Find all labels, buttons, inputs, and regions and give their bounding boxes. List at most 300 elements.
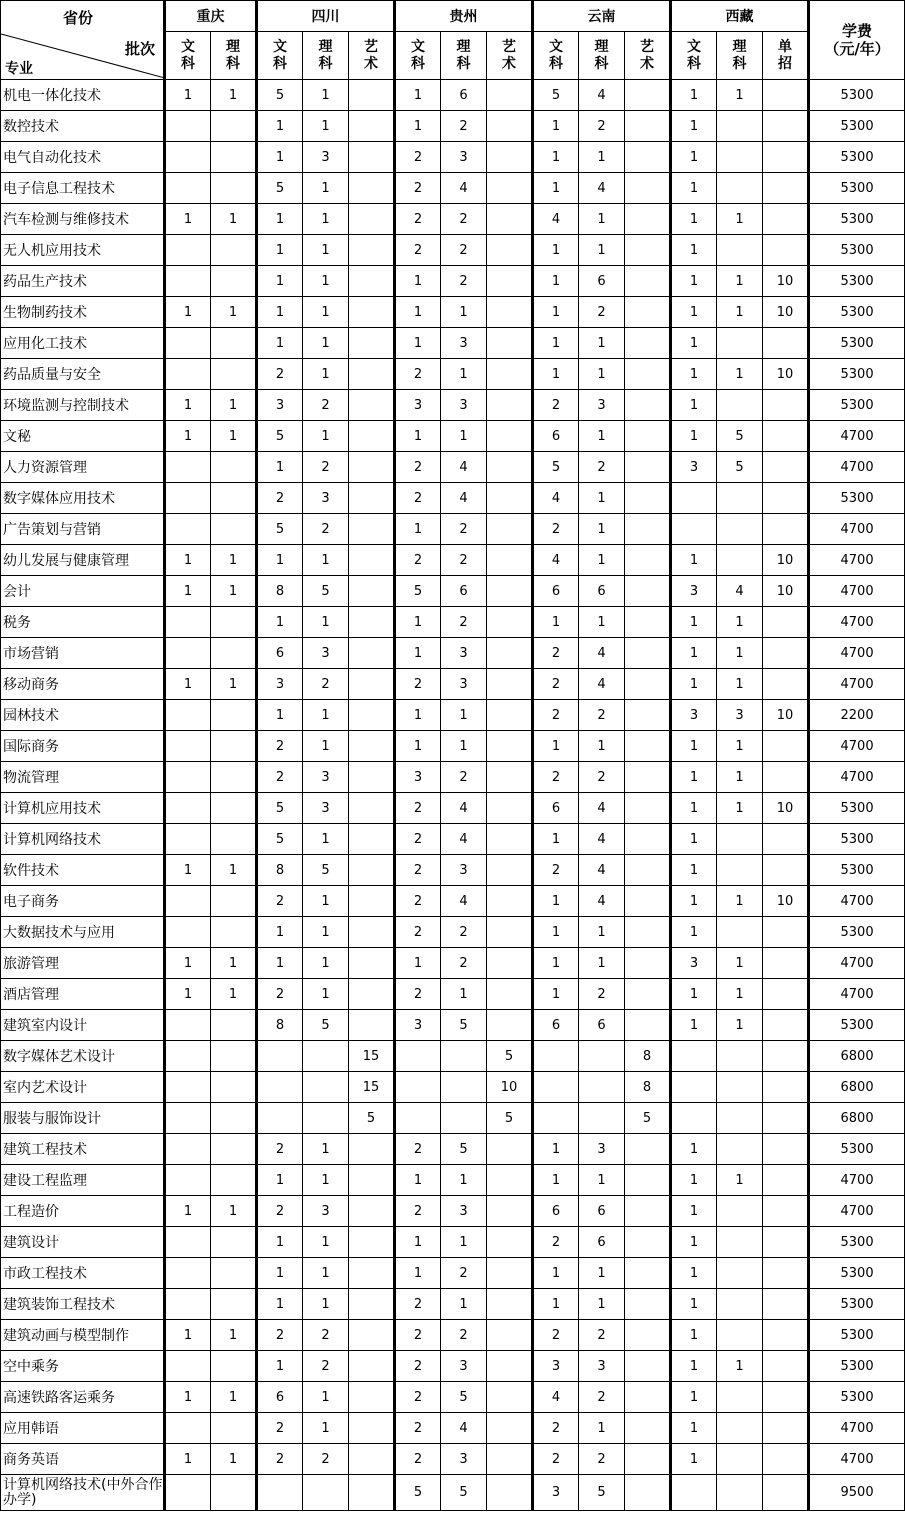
quota-cell: 1	[717, 731, 763, 762]
quota-cell: 1	[211, 979, 257, 1010]
quota-cell	[165, 1475, 211, 1511]
quota-cell: 2	[579, 979, 625, 1010]
quota-cell: 1	[395, 421, 441, 452]
quota-cell: 6	[533, 421, 579, 452]
quota-cell: 3	[257, 669, 303, 700]
quota-cell: 1	[395, 607, 441, 638]
quota-cell	[717, 1258, 763, 1289]
major-name-cell: 移动商务	[1, 669, 165, 700]
quota-cell: 1	[579, 948, 625, 979]
quota-cell: 2	[257, 979, 303, 1010]
quota-cell	[625, 1196, 671, 1227]
quota-cell: 5	[487, 1103, 533, 1134]
quota-cell	[671, 1041, 717, 1072]
quota-cell: 1	[717, 607, 763, 638]
quota-cell: 4	[441, 793, 487, 824]
quota-cell: 1	[395, 638, 441, 669]
quota-cell	[487, 173, 533, 204]
quota-cell	[717, 514, 763, 545]
quota-cell	[349, 1258, 395, 1289]
quota-cell: 1	[717, 793, 763, 824]
quota-cell: 1	[257, 142, 303, 173]
quota-cell: 1	[303, 948, 349, 979]
table-row	[1, 979, 905, 1010]
quota-cell	[349, 1196, 395, 1227]
quota-cell	[763, 731, 809, 762]
quota-cell: 2	[533, 1227, 579, 1258]
quota-cell	[625, 762, 671, 793]
quota-cell: 10	[763, 886, 809, 917]
quota-cell: 6	[579, 1196, 625, 1227]
quota-cell: 1	[395, 1227, 441, 1258]
quota-cell	[763, 328, 809, 359]
quota-cell	[717, 1072, 763, 1103]
quota-cell: 2	[395, 452, 441, 483]
quota-cell: 1	[211, 1382, 257, 1413]
quota-cell	[349, 173, 395, 204]
major-name-cell: 人力资源管理	[1, 452, 165, 483]
quota-cell: 3	[441, 638, 487, 669]
quota-cell	[625, 1444, 671, 1475]
quota-cell: 5	[441, 1010, 487, 1041]
subject-header-4	[349, 32, 395, 80]
quota-cell	[487, 266, 533, 297]
quota-cell	[257, 1103, 303, 1134]
table-row	[1, 700, 905, 731]
quota-cell: 2	[257, 1413, 303, 1444]
quota-cell	[211, 1413, 257, 1444]
table-row	[1, 1010, 905, 1041]
quota-cell: 3	[671, 452, 717, 483]
quota-cell	[487, 1444, 533, 1475]
quota-cell	[349, 855, 395, 886]
quota-cell	[625, 390, 671, 421]
quota-cell: 2	[395, 1444, 441, 1475]
quota-cell: 2	[303, 390, 349, 421]
quota-cell: 1	[165, 545, 211, 576]
quota-cell: 1	[257, 1227, 303, 1258]
fee-cell: 5300	[809, 917, 905, 948]
quota-cell: 1	[671, 731, 717, 762]
quota-cell: 1	[717, 297, 763, 328]
quota-cell: 1	[303, 1382, 349, 1413]
quota-cell: 1	[533, 235, 579, 266]
quota-cell: 2	[257, 359, 303, 390]
quota-cell: 5	[257, 824, 303, 855]
quota-cell	[165, 1103, 211, 1134]
table-row	[1, 204, 905, 235]
table-row	[1, 452, 905, 483]
quota-cell: 1	[579, 917, 625, 948]
quota-cell	[763, 1227, 809, 1258]
major-name-cell: 建筑设计	[1, 1227, 165, 1258]
quota-cell: 2	[533, 390, 579, 421]
quota-cell: 2	[395, 855, 441, 886]
quota-cell: 2	[303, 1320, 349, 1351]
quota-cell: 1	[303, 824, 349, 855]
quota-cell	[211, 1134, 257, 1165]
quota-cell	[165, 514, 211, 545]
quota-cell: 1	[257, 1351, 303, 1382]
quota-cell: 1	[303, 731, 349, 762]
quota-cell: 1	[533, 886, 579, 917]
quota-cell	[211, 142, 257, 173]
quota-cell: 2	[579, 1444, 625, 1475]
table-row	[1, 173, 905, 204]
quota-cell	[763, 1072, 809, 1103]
fee-cell: 5300	[809, 793, 905, 824]
quota-cell: 6	[441, 80, 487, 111]
major-name-cell: 应用韩语	[1, 1413, 165, 1444]
quota-cell: 1	[579, 142, 625, 173]
quota-cell: 1	[395, 731, 441, 762]
quota-cell	[165, 793, 211, 824]
quota-cell: 3	[395, 1010, 441, 1041]
quota-cell: 2	[257, 1134, 303, 1165]
quota-cell: 3	[717, 700, 763, 731]
fee-cell: 2200	[809, 700, 905, 731]
quota-cell: 4	[579, 638, 625, 669]
quota-cell: 1	[717, 80, 763, 111]
quota-cell: 5	[487, 1041, 533, 1072]
quota-cell	[625, 514, 671, 545]
major-name-cell: 应用化工技术	[1, 328, 165, 359]
quota-cell	[349, 638, 395, 669]
quota-cell	[717, 1382, 763, 1413]
quota-cell	[625, 173, 671, 204]
table-row	[1, 111, 905, 142]
quota-cell: 2	[303, 452, 349, 483]
quota-cell: 1	[441, 359, 487, 390]
quota-cell: 1	[671, 1196, 717, 1227]
quota-cell: 2	[533, 514, 579, 545]
major-name-cell: 园林技术	[1, 700, 165, 731]
quota-cell: 6	[441, 576, 487, 607]
table-row	[1, 638, 905, 669]
quota-cell	[763, 1413, 809, 1444]
quota-cell	[487, 359, 533, 390]
quota-cell: 1	[533, 1258, 579, 1289]
quota-cell: 4	[579, 793, 625, 824]
quota-cell	[487, 514, 533, 545]
quota-cell: 3	[671, 948, 717, 979]
quota-cell	[349, 917, 395, 948]
quota-cell	[763, 979, 809, 1010]
quota-cell	[211, 1010, 257, 1041]
fee-cell: 9500	[809, 1475, 905, 1511]
quota-cell: 1	[717, 886, 763, 917]
quota-cell: 1	[441, 1165, 487, 1196]
subject-header-label: 文科	[411, 38, 426, 72]
quota-cell: 6	[533, 1196, 579, 1227]
quota-cell: 2	[395, 1134, 441, 1165]
quota-cell: 2	[257, 762, 303, 793]
quota-cell: 2	[257, 1196, 303, 1227]
table-row	[1, 1134, 905, 1165]
quota-cell	[487, 855, 533, 886]
quota-cell: 1	[671, 80, 717, 111]
quota-cell	[349, 1475, 395, 1511]
quota-cell	[763, 1134, 809, 1165]
quota-cell	[165, 1134, 211, 1165]
quota-cell: 1	[671, 1320, 717, 1351]
quota-cell: 1	[165, 855, 211, 886]
province-header-yunnan: 云南	[533, 1, 671, 32]
quota-cell: 1	[671, 1444, 717, 1475]
major-label: 专业	[5, 61, 33, 77]
quota-cell: 3	[671, 576, 717, 607]
quota-cell: 1	[211, 204, 257, 235]
quota-cell	[165, 1258, 211, 1289]
quota-cell	[625, 1165, 671, 1196]
quota-cell: 2	[579, 762, 625, 793]
quota-cell: 1	[303, 80, 349, 111]
quota-cell: 3	[441, 669, 487, 700]
quota-cell: 3	[441, 1444, 487, 1475]
quota-cell: 5	[303, 855, 349, 886]
subject-header-label: 理科	[732, 38, 747, 72]
quota-cell: 1	[395, 328, 441, 359]
quota-cell: 1	[671, 1010, 717, 1041]
quota-cell: 1	[579, 731, 625, 762]
table-row	[1, 669, 905, 700]
quota-cell: 1	[395, 1165, 441, 1196]
quota-cell	[487, 328, 533, 359]
table-row	[1, 142, 905, 173]
quota-cell	[487, 1010, 533, 1041]
quota-cell: 1	[257, 1258, 303, 1289]
quota-cell	[763, 111, 809, 142]
quota-cell: 6	[257, 1382, 303, 1413]
quota-cell	[487, 979, 533, 1010]
subject-header-label: 理科	[594, 38, 609, 72]
quota-cell	[395, 1072, 441, 1103]
quota-cell	[763, 1351, 809, 1382]
quota-cell	[763, 1320, 809, 1351]
quota-cell: 1	[579, 483, 625, 514]
quota-cell: 1	[671, 638, 717, 669]
header-corner-cell	[1, 1, 165, 80]
quota-cell: 1	[303, 1134, 349, 1165]
quota-cell: 1	[303, 266, 349, 297]
quota-cell	[625, 638, 671, 669]
quota-cell: 1	[257, 266, 303, 297]
quota-cell: 1	[533, 607, 579, 638]
quota-cell	[211, 886, 257, 917]
quota-cell	[349, 1010, 395, 1041]
quota-cell: 1	[257, 607, 303, 638]
quota-cell: 3	[303, 793, 349, 824]
quota-cell: 1	[211, 855, 257, 886]
quota-cell	[487, 1134, 533, 1165]
quota-cell: 1	[257, 235, 303, 266]
quota-cell: 1	[717, 669, 763, 700]
quota-cell	[349, 762, 395, 793]
quota-cell	[671, 483, 717, 514]
quota-cell: 1	[211, 390, 257, 421]
quota-cell	[349, 669, 395, 700]
quota-cell: 2	[395, 979, 441, 1010]
quota-cell: 1	[671, 545, 717, 576]
quota-cell: 1	[303, 917, 349, 948]
quota-cell	[441, 1103, 487, 1134]
quota-cell: 2	[395, 483, 441, 514]
fee-cell: 5300	[809, 1134, 905, 1165]
quota-cell: 1	[671, 886, 717, 917]
quota-cell: 5	[533, 80, 579, 111]
province-header-xizang: 西藏	[671, 1, 809, 32]
quota-cell	[717, 1196, 763, 1227]
quota-cell: 1	[257, 545, 303, 576]
quota-cell: 1	[165, 576, 211, 607]
subject-header-1	[211, 32, 257, 80]
quota-cell	[625, 328, 671, 359]
quota-cell: 2	[395, 1351, 441, 1382]
quota-cell: 10	[763, 576, 809, 607]
quota-cell: 8	[257, 576, 303, 607]
quota-cell: 1	[165, 390, 211, 421]
quota-cell	[165, 731, 211, 762]
quota-cell: 1	[165, 1196, 211, 1227]
quota-cell	[763, 1289, 809, 1320]
quota-cell	[717, 1289, 763, 1320]
major-name-cell: 药品质量与安全	[1, 359, 165, 390]
quota-cell	[487, 638, 533, 669]
quota-cell	[165, 1072, 211, 1103]
quota-cell: 4	[579, 824, 625, 855]
quota-cell: 1	[165, 297, 211, 328]
quota-cell	[763, 1475, 809, 1511]
quota-cell: 2	[441, 266, 487, 297]
subject-header-label: 理科	[456, 38, 471, 72]
quota-cell	[625, 1289, 671, 1320]
table-row	[1, 545, 905, 576]
quota-cell: 1	[533, 948, 579, 979]
quota-cell: 1	[671, 297, 717, 328]
quota-cell: 2	[533, 762, 579, 793]
quota-cell: 1	[533, 731, 579, 762]
quota-cell: 15	[349, 1041, 395, 1072]
quota-cell	[211, 266, 257, 297]
quota-cell: 4	[441, 1413, 487, 1444]
quota-cell: 3	[533, 1475, 579, 1511]
quota-cell: 1	[395, 514, 441, 545]
table-body	[1, 80, 905, 1511]
quota-cell: 3	[303, 142, 349, 173]
fee-cell: 4700	[809, 669, 905, 700]
major-name-cell: 生物制药技术	[1, 297, 165, 328]
quota-cell: 1	[579, 607, 625, 638]
quota-cell	[625, 1134, 671, 1165]
quota-cell	[349, 576, 395, 607]
quota-cell: 10	[487, 1072, 533, 1103]
quota-cell: 1	[717, 1351, 763, 1382]
quota-cell	[211, 483, 257, 514]
quota-cell: 1	[165, 204, 211, 235]
quota-cell	[349, 235, 395, 266]
quota-cell	[625, 1351, 671, 1382]
major-name-cell: 软件技术	[1, 855, 165, 886]
quota-cell: 1	[533, 328, 579, 359]
table-row	[1, 576, 905, 607]
quota-cell	[487, 731, 533, 762]
quota-cell	[211, 762, 257, 793]
quota-cell	[763, 1041, 809, 1072]
table-row	[1, 514, 905, 545]
quota-cell: 1	[165, 1320, 211, 1351]
quota-cell: 8	[625, 1072, 671, 1103]
quota-cell	[349, 328, 395, 359]
subject-header-label: 艺术	[502, 38, 517, 72]
quota-cell: 5	[395, 1475, 441, 1511]
quota-cell: 4	[579, 669, 625, 700]
quota-cell	[763, 1196, 809, 1227]
quota-cell	[763, 1010, 809, 1041]
quota-cell: 1	[165, 80, 211, 111]
quota-cell	[165, 235, 211, 266]
quota-cell	[165, 700, 211, 731]
quota-cell: 1	[395, 80, 441, 111]
fee-header	[809, 1, 905, 80]
quota-cell	[349, 452, 395, 483]
quota-cell	[349, 1382, 395, 1413]
major-name-cell: 文秘	[1, 421, 165, 452]
fee-cell: 5300	[809, 1258, 905, 1289]
quota-cell: 2	[533, 669, 579, 700]
quota-cell	[165, 1227, 211, 1258]
quota-cell	[211, 607, 257, 638]
quota-cell: 1	[717, 979, 763, 1010]
quota-cell	[211, 793, 257, 824]
quota-cell	[349, 359, 395, 390]
quota-cell: 3	[441, 328, 487, 359]
quota-cell	[625, 266, 671, 297]
major-name-cell: 建筑动画与模型制作	[1, 1320, 165, 1351]
quota-cell: 2	[395, 669, 441, 700]
quota-cell: 1	[671, 917, 717, 948]
quota-cell	[349, 700, 395, 731]
quota-cell: 3	[441, 1351, 487, 1382]
quota-cell: 1	[165, 1444, 211, 1475]
quota-cell: 5	[717, 452, 763, 483]
quota-cell	[625, 204, 671, 235]
quota-cell	[487, 1413, 533, 1444]
subject-header-11	[671, 32, 717, 80]
fee-cell: 5300	[809, 328, 905, 359]
quota-cell	[349, 948, 395, 979]
quota-cell: 1	[165, 948, 211, 979]
subject-header-5	[395, 32, 441, 80]
fee-cell: 4700	[809, 948, 905, 979]
quota-cell: 1	[533, 297, 579, 328]
quota-cell	[487, 80, 533, 111]
quota-cell	[349, 1227, 395, 1258]
subject-header-6	[441, 32, 487, 80]
batch-label: 批次	[124, 40, 155, 58]
subject-header-3	[303, 32, 349, 80]
quota-cell: 2	[257, 731, 303, 762]
quota-cell: 1	[579, 1258, 625, 1289]
fee-cell: 5300	[809, 1382, 905, 1413]
major-name-cell: 建筑工程技术	[1, 1134, 165, 1165]
subject-header-2	[257, 32, 303, 80]
quota-cell	[487, 1196, 533, 1227]
quota-cell: 1	[441, 1289, 487, 1320]
fee-cell: 5300	[809, 235, 905, 266]
fee-cell: 6800	[809, 1103, 905, 1134]
quota-cell: 1	[303, 1258, 349, 1289]
quota-cell	[349, 266, 395, 297]
